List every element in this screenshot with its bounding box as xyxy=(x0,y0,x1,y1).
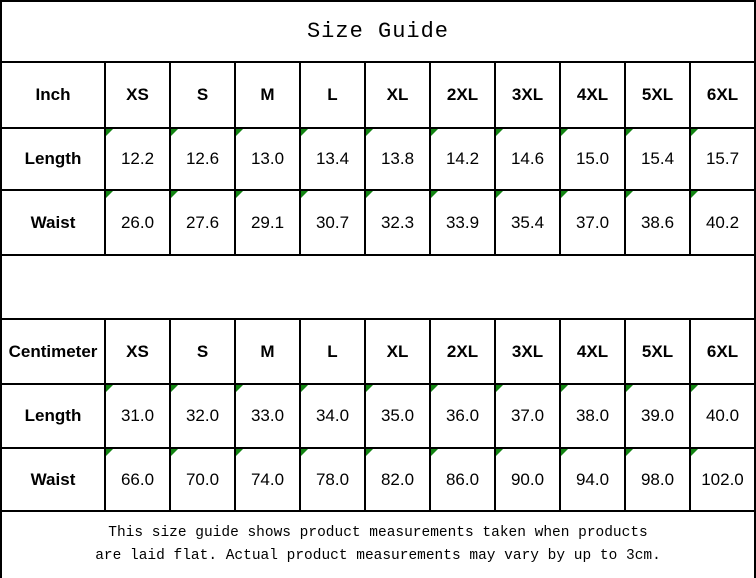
measure-value: 78.0 xyxy=(315,469,350,489)
size-header-cell: 6XL xyxy=(690,62,755,128)
size-header-cell: XL xyxy=(365,62,430,128)
cell-flag-triangle-icon xyxy=(301,449,308,456)
measure-value-cell xyxy=(170,384,235,448)
size-header-cell: M xyxy=(235,62,300,128)
size-header-cell: 4XL xyxy=(560,319,625,384)
footnote-cell xyxy=(1,511,755,578)
measure-value-cell xyxy=(625,190,690,255)
measure-value: 15.4 xyxy=(640,149,675,168)
cell-flag-triangle-icon xyxy=(691,191,698,198)
measure-value: 66.0 xyxy=(120,469,155,489)
cell-flag-triangle-icon xyxy=(431,449,438,456)
size-header-cell: 4XL xyxy=(560,62,625,128)
measure-value: 13.4 xyxy=(315,149,350,168)
size-header-cell: XL xyxy=(365,319,430,384)
size-header-cell: 5XL xyxy=(625,62,690,128)
cell-flag-triangle-icon xyxy=(561,449,568,456)
cell-flag-triangle-icon xyxy=(236,129,243,136)
measure-value-cell xyxy=(105,448,170,511)
measure-value-cell xyxy=(235,448,300,511)
cell-flag-triangle-icon xyxy=(366,129,373,136)
measure-value: 36.0 xyxy=(445,406,480,425)
measure-value: 29.1 xyxy=(250,212,285,232)
cell-flag-triangle-icon xyxy=(236,191,243,198)
cell-flag-triangle-icon xyxy=(106,385,113,392)
measure-value: 32.0 xyxy=(185,406,220,425)
size-header-cell: 5XL xyxy=(625,319,690,384)
cell-flag-triangle-icon xyxy=(431,385,438,392)
measure-value-cell xyxy=(430,190,495,255)
measure-value-cell xyxy=(690,128,755,190)
measure-value-cell xyxy=(235,128,300,190)
measure-value: 38.0 xyxy=(575,406,610,425)
unit-label-cell-centimeter: Centimeter xyxy=(1,319,105,384)
measure-value-cell xyxy=(235,384,300,448)
size-header-cell: L xyxy=(300,319,365,384)
measure-value: 39.0 xyxy=(640,406,675,425)
measure-value-cell xyxy=(365,190,430,255)
measure-value: 38.6 xyxy=(640,212,675,232)
measure-value-cell xyxy=(625,448,690,511)
measure-value: 40.2 xyxy=(705,212,740,232)
footnote-line-2: are laid flat. Actual product measurements may vary by up to 3cm. xyxy=(95,548,661,564)
cell-flag-triangle-icon xyxy=(106,191,113,198)
measure-value: 32.3 xyxy=(380,212,415,232)
size-header-cell: S xyxy=(170,62,235,128)
measure-value: 34.0 xyxy=(315,406,350,425)
cell-flag-triangle-icon xyxy=(626,449,633,456)
cell-flag-triangle-icon xyxy=(691,129,698,136)
measure-value-cell xyxy=(300,190,365,255)
cell-flag-triangle-icon xyxy=(366,191,373,198)
measure-value: 70.0 xyxy=(185,469,220,489)
measure-value-cell xyxy=(300,448,365,511)
measure-value: 35.4 xyxy=(510,212,545,232)
cell-flag-triangle-icon xyxy=(561,385,568,392)
measure-value: 31.0 xyxy=(120,406,155,425)
cell-flag-triangle-icon xyxy=(236,449,243,456)
size-header-cell: 6XL xyxy=(690,319,755,384)
cell-flag-triangle-icon xyxy=(561,129,568,136)
size-header-cell: 2XL xyxy=(430,62,495,128)
cell-flag-triangle-icon xyxy=(301,191,308,198)
measure-value: 74.0 xyxy=(250,469,285,489)
measure-value-cell xyxy=(300,384,365,448)
cell-flag-triangle-icon xyxy=(366,449,373,456)
measure-value-cell xyxy=(365,128,430,190)
cell-flag-triangle-icon xyxy=(496,385,503,392)
measure-value: 102.0 xyxy=(701,469,744,489)
measure-value-cell xyxy=(170,128,235,190)
measure-value-cell xyxy=(690,448,755,511)
cell-flag-triangle-icon xyxy=(106,129,113,136)
centimeter-header-row xyxy=(1,319,755,384)
page-title: Size Guide xyxy=(1,1,755,62)
size-header-cell: XS xyxy=(105,319,170,384)
measure-value-cell xyxy=(690,190,755,255)
cell-flag-triangle-icon xyxy=(301,129,308,136)
size-header-cell: 3XL xyxy=(495,319,560,384)
cell-flag-triangle-icon xyxy=(626,191,633,198)
measure-value: 37.0 xyxy=(510,406,545,425)
cell-flag-triangle-icon xyxy=(366,385,373,392)
cell-flag-triangle-icon xyxy=(236,385,243,392)
inch-header-row xyxy=(1,62,755,128)
measure-value-cell xyxy=(560,448,625,511)
measure-value: 86.0 xyxy=(445,469,480,489)
measure-value-cell xyxy=(560,128,625,190)
measure-value: 14.6 xyxy=(510,149,545,168)
footnote-line-1: This size guide shows product measurements taken when products xyxy=(108,525,648,541)
cell-flag-triangle-icon xyxy=(431,191,438,198)
measure-value: 35.0 xyxy=(380,406,415,425)
size-header-cell: L xyxy=(300,62,365,128)
inch-length-row xyxy=(1,128,755,190)
cell-flag-triangle-icon xyxy=(691,385,698,392)
measure-value: 13.0 xyxy=(250,149,285,168)
footer-row xyxy=(1,511,755,578)
size-header-cell: 3XL xyxy=(495,62,560,128)
measure-value: 12.2 xyxy=(120,149,155,168)
cell-flag-triangle-icon xyxy=(171,449,178,456)
measure-value: 15.0 xyxy=(575,149,610,168)
measure-value: 90.0 xyxy=(510,469,545,489)
measure-value-cell xyxy=(235,190,300,255)
measure-value-cell xyxy=(300,128,365,190)
measure-value-cell xyxy=(365,384,430,448)
unit-label-cell-inch: Inch xyxy=(1,62,105,128)
measure-value: 14.2 xyxy=(445,149,480,168)
size-header-cell: S xyxy=(170,319,235,384)
measure-value-cell xyxy=(560,384,625,448)
measure-value: 94.0 xyxy=(575,469,610,489)
measure-value-cell xyxy=(495,128,560,190)
row-label-cell: Length xyxy=(1,384,105,448)
cell-flag-triangle-icon xyxy=(691,449,698,456)
cell-flag-triangle-icon xyxy=(106,449,113,456)
row-label-cell: Waist xyxy=(1,190,105,255)
measure-value: 13.8 xyxy=(380,149,415,168)
size-header-cell: XS xyxy=(105,62,170,128)
measure-value: 40.0 xyxy=(705,406,740,425)
cell-flag-triangle-icon xyxy=(496,129,503,136)
measure-value-cell xyxy=(625,128,690,190)
measure-value-cell xyxy=(495,384,560,448)
cell-flag-triangle-icon xyxy=(626,129,633,136)
measure-value: 33.0 xyxy=(250,406,285,425)
measure-value-cell xyxy=(170,190,235,255)
cell-flag-triangle-icon xyxy=(626,385,633,392)
measure-value-cell xyxy=(560,190,625,255)
cell-flag-triangle-icon xyxy=(496,449,503,456)
measure-value: 27.6 xyxy=(185,212,220,232)
measure-value: 82.0 xyxy=(380,469,415,489)
row-label-cell: Length xyxy=(1,128,105,190)
measure-value: 98.0 xyxy=(640,469,675,489)
measure-value: 33.9 xyxy=(445,212,480,232)
centimeter-waist-row xyxy=(1,448,755,511)
measure-value-cell xyxy=(690,384,755,448)
centimeter-length-row xyxy=(1,384,755,448)
size-header-cell: M xyxy=(235,319,300,384)
measure-value: 26.0 xyxy=(120,212,155,232)
cell-flag-triangle-icon xyxy=(431,129,438,136)
cell-flag-triangle-icon xyxy=(561,191,568,198)
measure-value: 37.0 xyxy=(575,212,610,232)
measure-value-cell xyxy=(430,448,495,511)
measure-value-cell xyxy=(625,384,690,448)
measure-value-cell xyxy=(495,190,560,255)
measure-value: 15.7 xyxy=(705,149,740,168)
measure-value-cell xyxy=(170,448,235,511)
measure-value: 12.6 xyxy=(185,149,220,168)
spacer-row xyxy=(1,255,755,319)
measure-value-cell xyxy=(430,128,495,190)
measure-value-cell xyxy=(105,190,170,255)
cell-flag-triangle-icon xyxy=(496,191,503,198)
cell-flag-triangle-icon xyxy=(171,191,178,198)
title-row xyxy=(1,1,755,62)
cell-flag-triangle-icon xyxy=(171,385,178,392)
measure-value-cell xyxy=(495,448,560,511)
measure-value: 30.7 xyxy=(315,212,350,232)
spacer-cell xyxy=(1,255,755,319)
cell-flag-triangle-icon xyxy=(301,385,308,392)
inch-waist-row xyxy=(1,190,755,255)
size-header-cell: 2XL xyxy=(430,319,495,384)
measure-value-cell xyxy=(430,384,495,448)
measure-value-cell xyxy=(105,384,170,448)
measure-value-cell xyxy=(105,128,170,190)
measure-value-cell xyxy=(365,448,430,511)
row-label-cell: Waist xyxy=(1,448,105,511)
cell-flag-triangle-icon xyxy=(171,129,178,136)
